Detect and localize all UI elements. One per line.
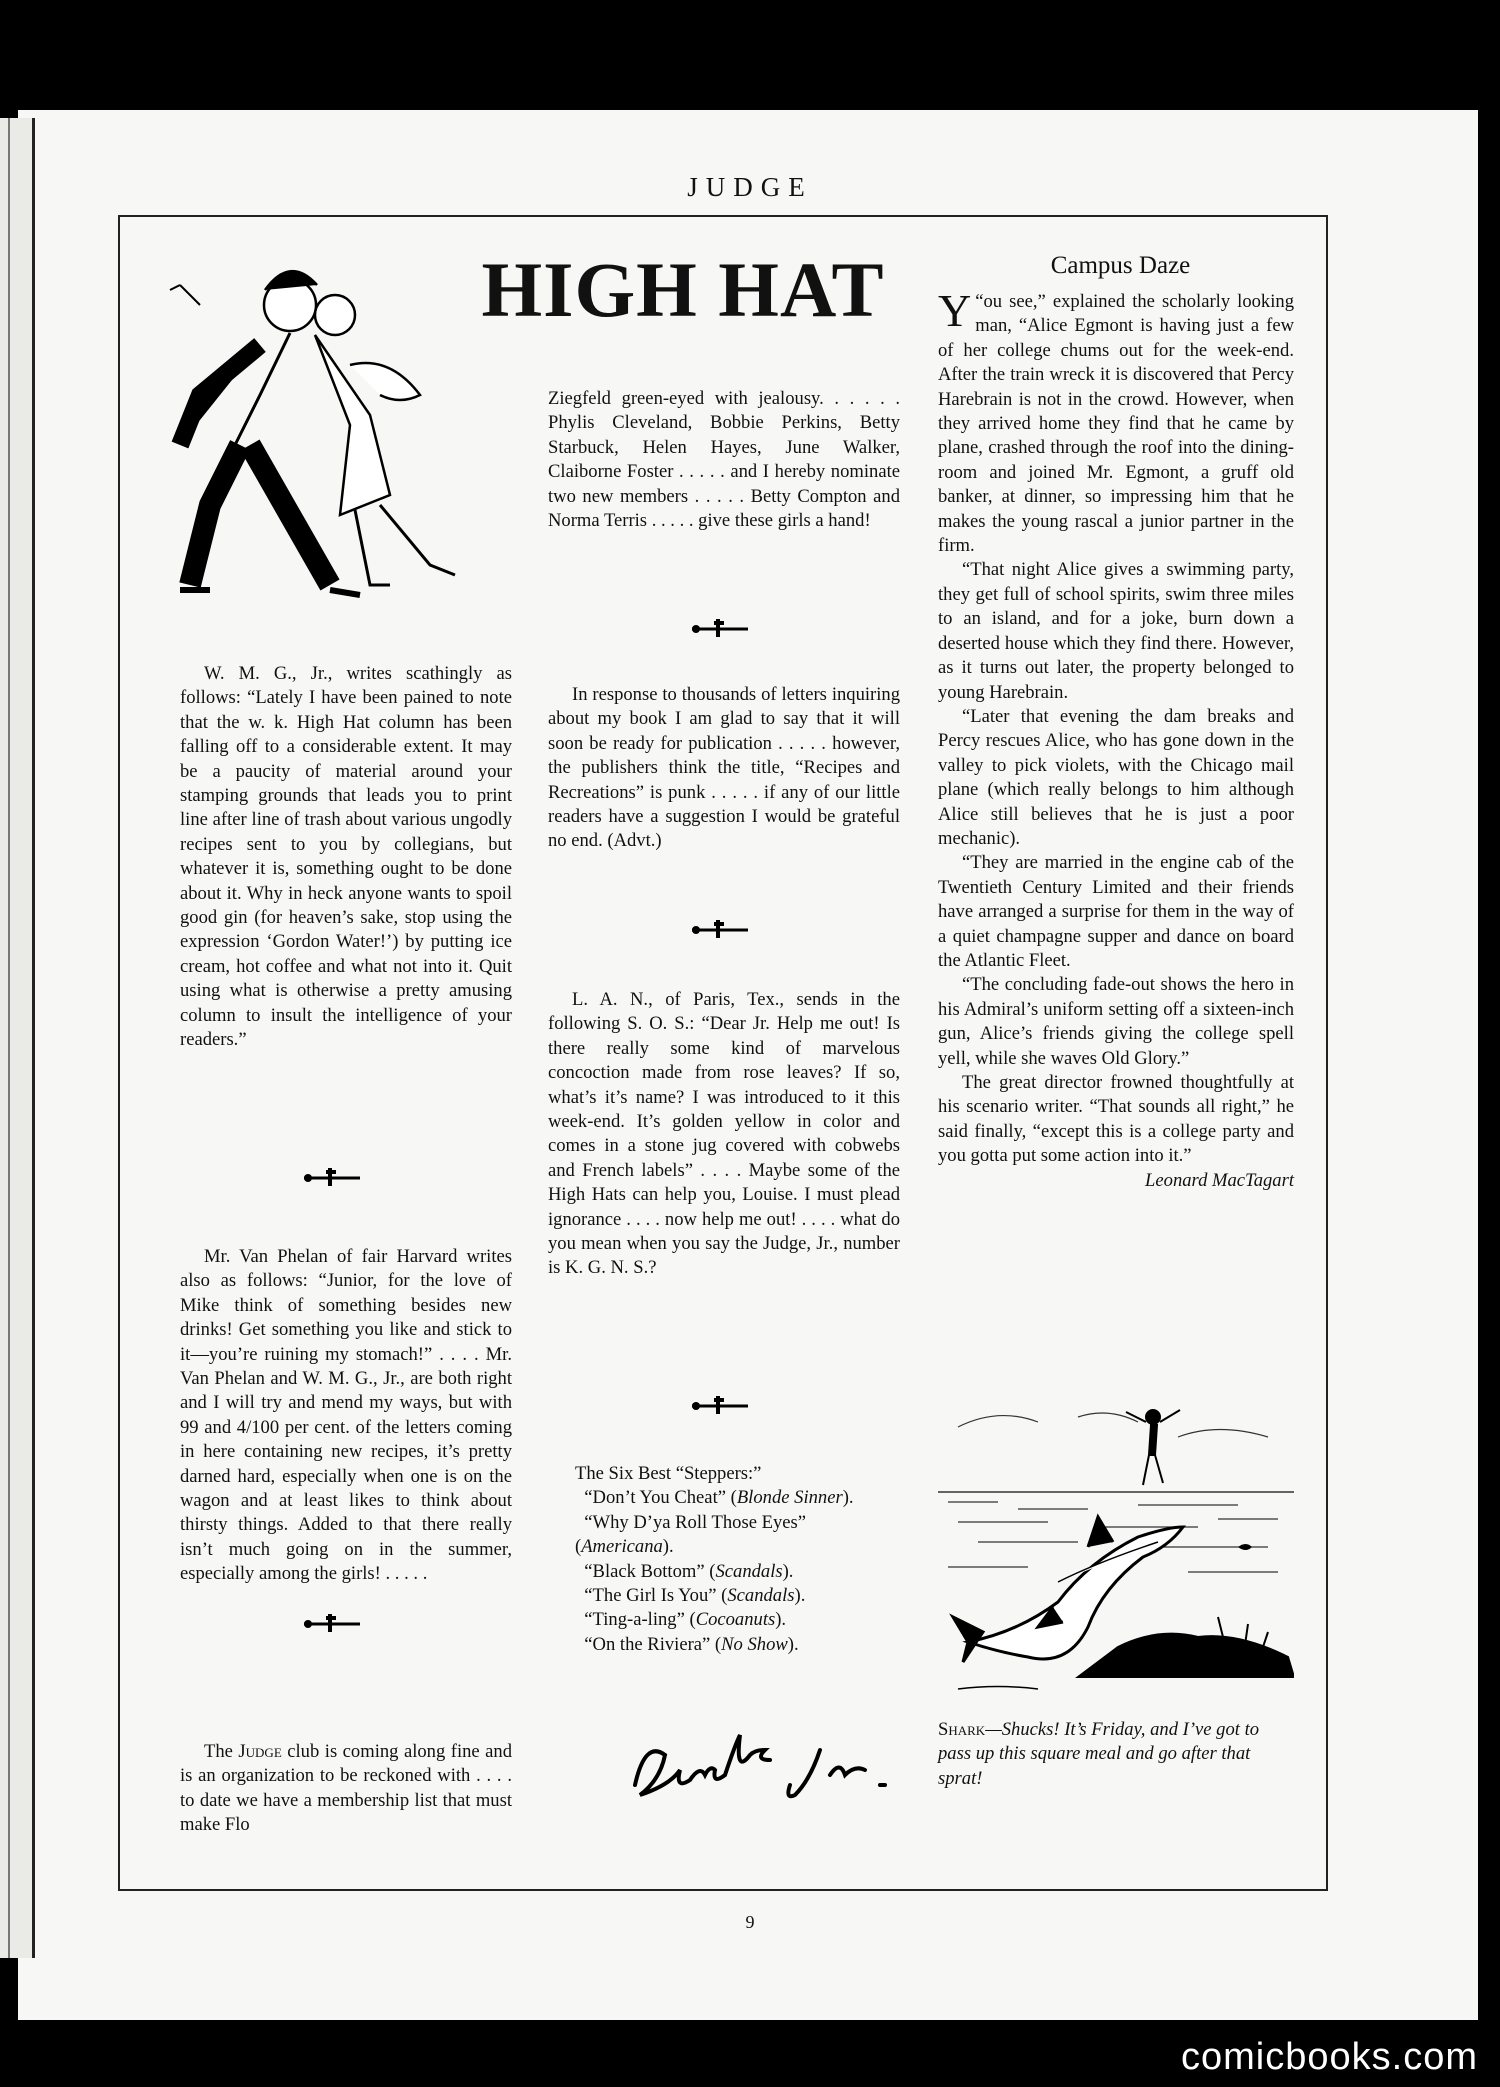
steppers-list <box>575 1462 905 1657</box>
separator-ornament <box>690 1394 750 1416</box>
byline: Leonard MacTagart <box>1145 1169 1294 1191</box>
binding-line <box>8 118 10 1958</box>
stepper-item: “Don’t You Cheat” (Blonde Sinner). <box>584 1487 854 1509</box>
binding-edge <box>0 118 35 1958</box>
stepper-show: No Show <box>721 1633 788 1655</box>
column-1 <box>180 662 512 1053</box>
drop-cap: Y <box>938 285 972 336</box>
caption-text <box>938 1718 1294 1791</box>
caption-speaker: Shark <box>938 1719 986 1740</box>
stepper-show: Blonde Sinner <box>736 1487 843 1509</box>
col3-paragraph-6: The great director frowned thoughtfully at his scenario writer. “That sounds all right,” he said finally, “except this is a college party and you gotta put some action into it.” <box>938 1072 1294 1167</box>
stepper-song: “Ting-a-ling” <box>584 1609 685 1631</box>
col1-paragraph-2: Mr. Van Phelan of fair Harvard writes also as follows: “Junior, for the love of Mike think of something besides new drinks! Get something you like and stick to it—you’re ruining my stomach!” . . . . Mr. Van Phelan and W. M. G., Jr., are both right and I will try and mend my ways, but with 99 and 4/100 per cent. of the letters coming in here containing new recipes, it’s pretty darned hard, especially when one is on the wagon and at least likes to think about thirsty things. Added to that there really isn’t much going on in the summer, especially among the girls! . . . . . <box>180 1246 512 1585</box>
stepper-song: “On the Riviera” <box>584 1633 711 1655</box>
stepper-song: “Don’t You Cheat” <box>584 1487 726 1509</box>
stepper-show: Americana <box>581 1536 663 1558</box>
stepper-song: “Black Bottom” <box>584 1560 705 1582</box>
col2-paragraph-1: Ziegfeld green-eyed with jealousy. . . . . . Phylis Cleveland, Bobbie Perkins, Betty Starbuck, Helen Hayes, June Walker, Claiborne Foster . . . . . and I hereby nominate two new members . . . . . Betty Compton and Norma Terris . . . . . give these girls a hand! <box>548 388 900 532</box>
shark-caption <box>938 1718 1294 1791</box>
col1-p3-prefix: The <box>204 1741 239 1762</box>
separator-ornament <box>302 1166 362 1188</box>
page-title: HIGH HAT <box>481 246 885 333</box>
stepper-show: Scandals <box>727 1585 795 1607</box>
stepper-item: “The Girl Is You” (Scandals). <box>584 1585 806 1607</box>
judge-jr-signature <box>620 1730 920 1810</box>
col3-paragraph-1: “ Y ou see,” explained the scholarly looking man, “Alice Egmont is having just a few of her college chums out for the week-end. After the train wreck it is discovered that Percy Harebrain is not in the crowd. However, when they arrived home they find that he came by plane, crashed through the roof into the dining-room and joined Mr. Egmont, a gruff old banker, at dinner, so impressing him that he makes the young rascal a junior partner in the firm. <box>938 285 1294 557</box>
running-head: JUDGE <box>687 172 813 202</box>
col3-paragraph-3: “Later that evening the dam breaks and Percy rescues Alice, who has gone down in the valley to pick violets, with the Chicago mail plane (which really belongs to him although Alice still believes that he is just a poor mechanic). <box>938 705 1294 849</box>
stepper-show: Scandals <box>715 1560 783 1582</box>
stepper-item: “On the Riviera” (No Show). <box>584 1633 799 1655</box>
column-2b <box>548 683 900 854</box>
stepper-item: “Why D’ya Roll Those Eyes” (Americana). <box>575 1511 806 1558</box>
separator-ornament <box>690 918 750 940</box>
column-1c <box>180 1740 512 1838</box>
judge-name: Judge <box>238 1741 282 1762</box>
stepper-song: “Why D’ya Roll Those Eyes” <box>584 1511 806 1533</box>
page-number: 9 <box>745 1912 755 1932</box>
col1-paragraph-1: W. M. G., Jr., writes scathingly as follows: “Lately I have been pained to note that the w. k. High Hat column has been falling off to a considerable extent. It may be a paucity of material around your stamping grounds that leads you to print line after line of trash about various ungodly recipes sent to you by collegians, but whatever it is, something ought to be done about it. Why in heck anyone wants to spoil good gin (for heaven’s sake, stop using the expression ‘Gordon Water!’) by putting ice cream, hot coffee and what not into it. Quit using what is otherwise a pretty amusing column to insult the intelligence of your readers.” <box>180 663 512 1051</box>
steppers-heading: The Six Best “Steppers:” <box>575 1463 762 1484</box>
stepper-item: “Ting-a-ling” (Cocoanuts). <box>584 1609 787 1631</box>
dancing-couple-illustration <box>140 245 480 615</box>
col3-paragraph-4: “They are married in the engine cab of the Twentieth Century Limited and their friends have arranged a surprise for them in the way of a quiet champagne supper and dance on board the Atlantic Fleet. <box>938 852 1294 971</box>
column-2c <box>548 988 900 1281</box>
shark-cartoon-illustration <box>938 1397 1294 1717</box>
col3-paragraph-2: “That night Alice gives a swimming party, they get full of school spirits, swim three miles to an island, and for a joke, burn down a deserted house which they find there. However, as it turns out later, the property belonged to young Harebrain. <box>938 559 1294 703</box>
watermark: comicbooks.com <box>1181 2036 1478 2078</box>
column-1b <box>180 1245 512 1587</box>
col3-paragraph-5: “The concluding fade-out shows the hero in his Admiral’s uniform setting off a sixteen-inch gun, Alice’s friends giving the college spell yell, while she waves Old Glory.” <box>938 974 1294 1069</box>
column-3 <box>938 285 1294 1193</box>
col2-paragraph-3: L. A. N., of Paris, Tex., sends in the following S. O. S.: “Dear Jr. Help me out! Is there really some kind of marvelous concoction made from rose leaves? If so, what’s it’s name? I was introduced to it this week-end. It’s golden yellow in color and comes in a stone jug covered with cobwebs and French labels” . . . . Maybe some of the High Hats can help you, Louise. I must plead ignorance . . . . now help me out! . . . . what do you mean when you say the Judge, Jr., number is K. G. N. S.? <box>548 989 900 1279</box>
col2-paragraph-2: In response to thousands of letters inquiring about my book I am glad to say that it will soon be ready for publication . . . . . however, the publishers think the title, “Recipes and Recreations” is punk . . . . . if any of our little readers have a suggestion I would be grateful no end. (Advt.) <box>548 684 900 852</box>
separator-ornament <box>690 617 750 639</box>
col1-p3-rest: club is coming along fine and is an organization to be reckoned with . . . . to date we have a membership list that must make Flo <box>180 1741 513 1836</box>
col1-paragraph-3 <box>180 1740 512 1838</box>
stepper-show: Cocoanuts <box>695 1609 776 1631</box>
stepper-item: “Black Bottom” (Scandals). <box>584 1560 794 1582</box>
caption-quote: —Shucks! It’s Friday, and I’ve got to pass up this square meal and go after that sprat! <box>938 1719 1260 1789</box>
column-2 <box>548 387 900 533</box>
col3-p1-text: ou see,” explained the scholarly looking man, “Alice Egmont is having just a few of her college chums out for the week-end. After the train wreck it is discovered that Percy Harebrain is not in the crowd. However, when they arrived home they find that he came by plane, crashed through the roof into the dining-room and joined Mr. Egmont, a gruff old banker, at dinner, so impressing him that he makes the young rascal a junior partner in the firm. <box>938 291 1294 557</box>
stepper-song: “The Girl Is You” <box>584 1585 717 1607</box>
separator-ornament <box>302 1612 362 1634</box>
campus-daze-title: Campus Daze <box>1050 252 1191 279</box>
